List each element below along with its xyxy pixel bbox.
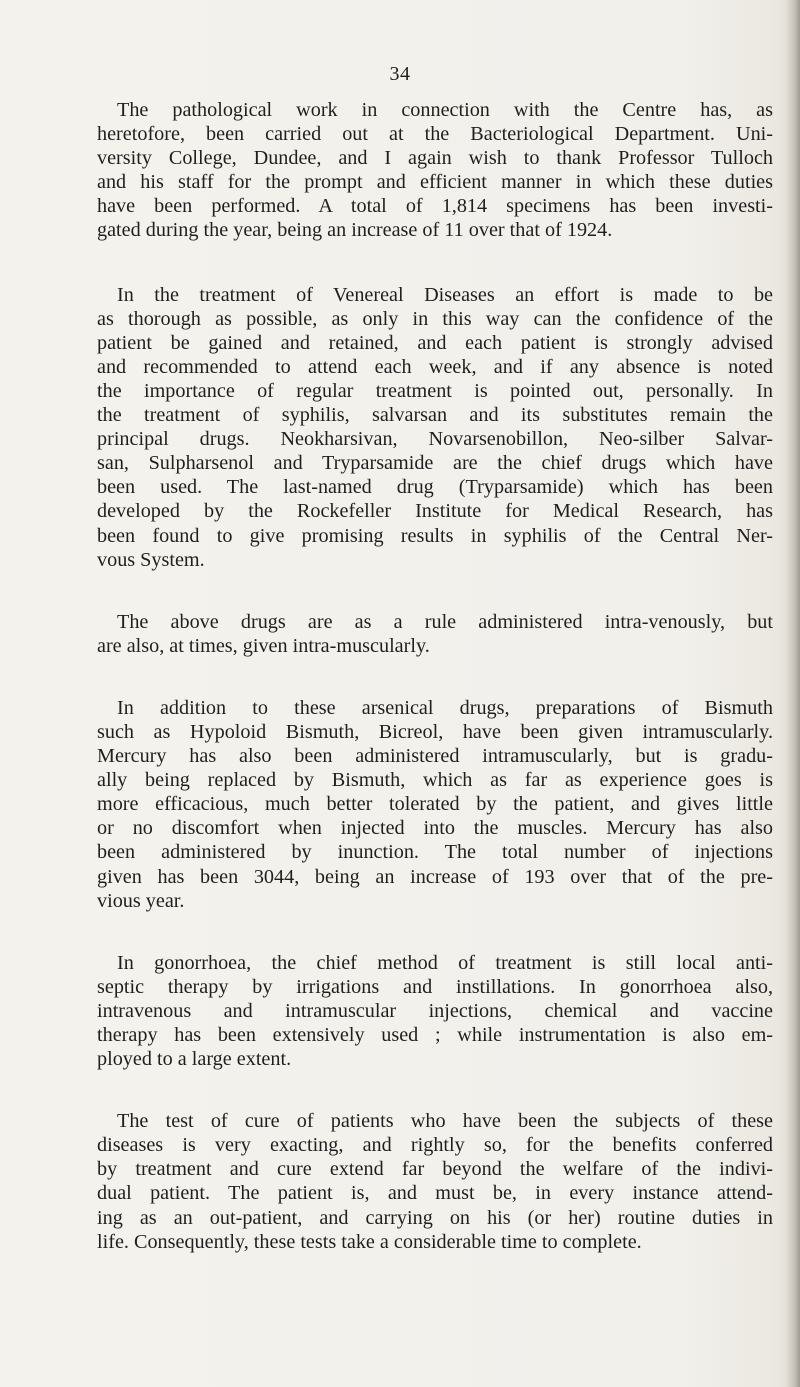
- text-line: been administered by inunction. The total number of injections: [97, 841, 773, 864]
- text-line: In addition to these arsenical drugs, preparations of Bismuth: [117, 696, 773, 719]
- text-line: The above drugs are as a rule administered intra-venously, but: [117, 610, 773, 633]
- paragraph-bismuth-mercury: [97, 696, 773, 913]
- text-line: life. Consequently, these tests take a considerable time to complete.: [97, 1230, 642, 1253]
- text-line: heretofore, been carried out at the Bacteriological Department. Uni-: [97, 123, 773, 146]
- text-line: ployed to a large extent.: [97, 1048, 292, 1071]
- text-line: and recommended to attend each week, and if any absence is noted: [97, 355, 773, 378]
- text-line: been used. The last-named drug (Tryparsamide) which has been: [97, 476, 773, 499]
- text-line: therapy has been extensively used ; while instrumentation is also em-: [97, 1024, 773, 1046]
- text-line: vious year.: [97, 889, 185, 912]
- text-line: diseases is very exacting, and rightly so, for the benefits conferred: [97, 1134, 773, 1157]
- text-line: the importance of regular treatment is pointed out, personally. In: [97, 379, 773, 402]
- text-line: septic therapy by irrigations and instillations. In gonorrhoea also,: [97, 975, 773, 998]
- paragraph-test-of-cure: [97, 1109, 773, 1254]
- text-line: Mercury has also been administered intramuscularly, but is gradu-: [97, 745, 773, 768]
- text-line: are also, at times, given intra-muscularly.: [97, 634, 430, 657]
- text-line: have been performed. A total of 1,814 specimens has been investi-: [97, 195, 773, 218]
- text-line: the treatment of syphilis, salvarsan and its substitutes remain the: [97, 404, 773, 427]
- page-number: 34: [389, 63, 411, 85]
- paragraph-gonorrhoea: [97, 951, 773, 1071]
- text-line: ally being replaced by Bismuth, which as far as experience goes is: [97, 769, 773, 792]
- text-line: developed by the Rockefeller Institute for Medical Research, has: [97, 500, 773, 523]
- text-line: The pathological work in connection with the Centre has, as: [117, 99, 773, 121]
- text-line: In gonorrhoea, the chief method of treatment is still local anti-: [117, 951, 773, 974]
- text-line: gated during the year, being an increase of 11 over that of 1924.: [97, 219, 613, 242]
- text-line: by treatment and cure extend far beyond the welfare of the indivi-: [97, 1158, 773, 1181]
- text-line: or no discomfort when injected into the muscles. Mercury has also: [97, 817, 773, 840]
- text-line: as thorough as possible, as only in this way can the confidence of the: [97, 307, 773, 330]
- paragraph-administration-route: [97, 610, 773, 658]
- text-line: The test of cure of patients who have been the subjects of these: [117, 1110, 773, 1133]
- text-line: principal drugs. Neokharsivan, Novarsenobillon, Neo-silber Salvar-: [97, 428, 773, 451]
- text-line: vous System.: [97, 548, 205, 571]
- text-line: and his staff for the prompt and efficient manner in which these duties: [97, 171, 773, 194]
- text-line: such as Hypoloid Bismuth, Bicreol, have been given intramuscularly.: [97, 720, 773, 743]
- text-line: intravenous and intramuscular injections, chemical and vaccine: [97, 999, 773, 1022]
- text-line: patient be gained and retained, and each patient is strongly advised: [97, 331, 773, 354]
- text-line: given has been 3044, being an increase of 193 over that of the pre-: [97, 865, 773, 888]
- paragraph-venereal-treatment: [97, 283, 773, 572]
- page-edge-shadow: [786, 0, 800, 1387]
- text-line: In the treatment of Venereal Diseases an effort is made to be: [117, 283, 773, 306]
- text-line: ing as an out-patient, and carrying on his (or her) routine duties in: [97, 1206, 773, 1229]
- text-line: more efficacious, much better tolerated by the patient, and gives little: [97, 793, 773, 816]
- text-line: dual patient. The patient is, and must be, in every instance attend-: [97, 1182, 773, 1205]
- text-line: been found to give promising results in syphilis of the Central Ner-: [97, 524, 773, 547]
- paragraph-pathological-work: [97, 98, 773, 243]
- text-line: versity College, Dundee, and I again wish to thank Professor Tulloch: [97, 147, 773, 170]
- body-text: [97, 98, 773, 1254]
- text-line: san, Sulpharsenol and Tryparsamide are the chief drugs which have: [97, 452, 773, 475]
